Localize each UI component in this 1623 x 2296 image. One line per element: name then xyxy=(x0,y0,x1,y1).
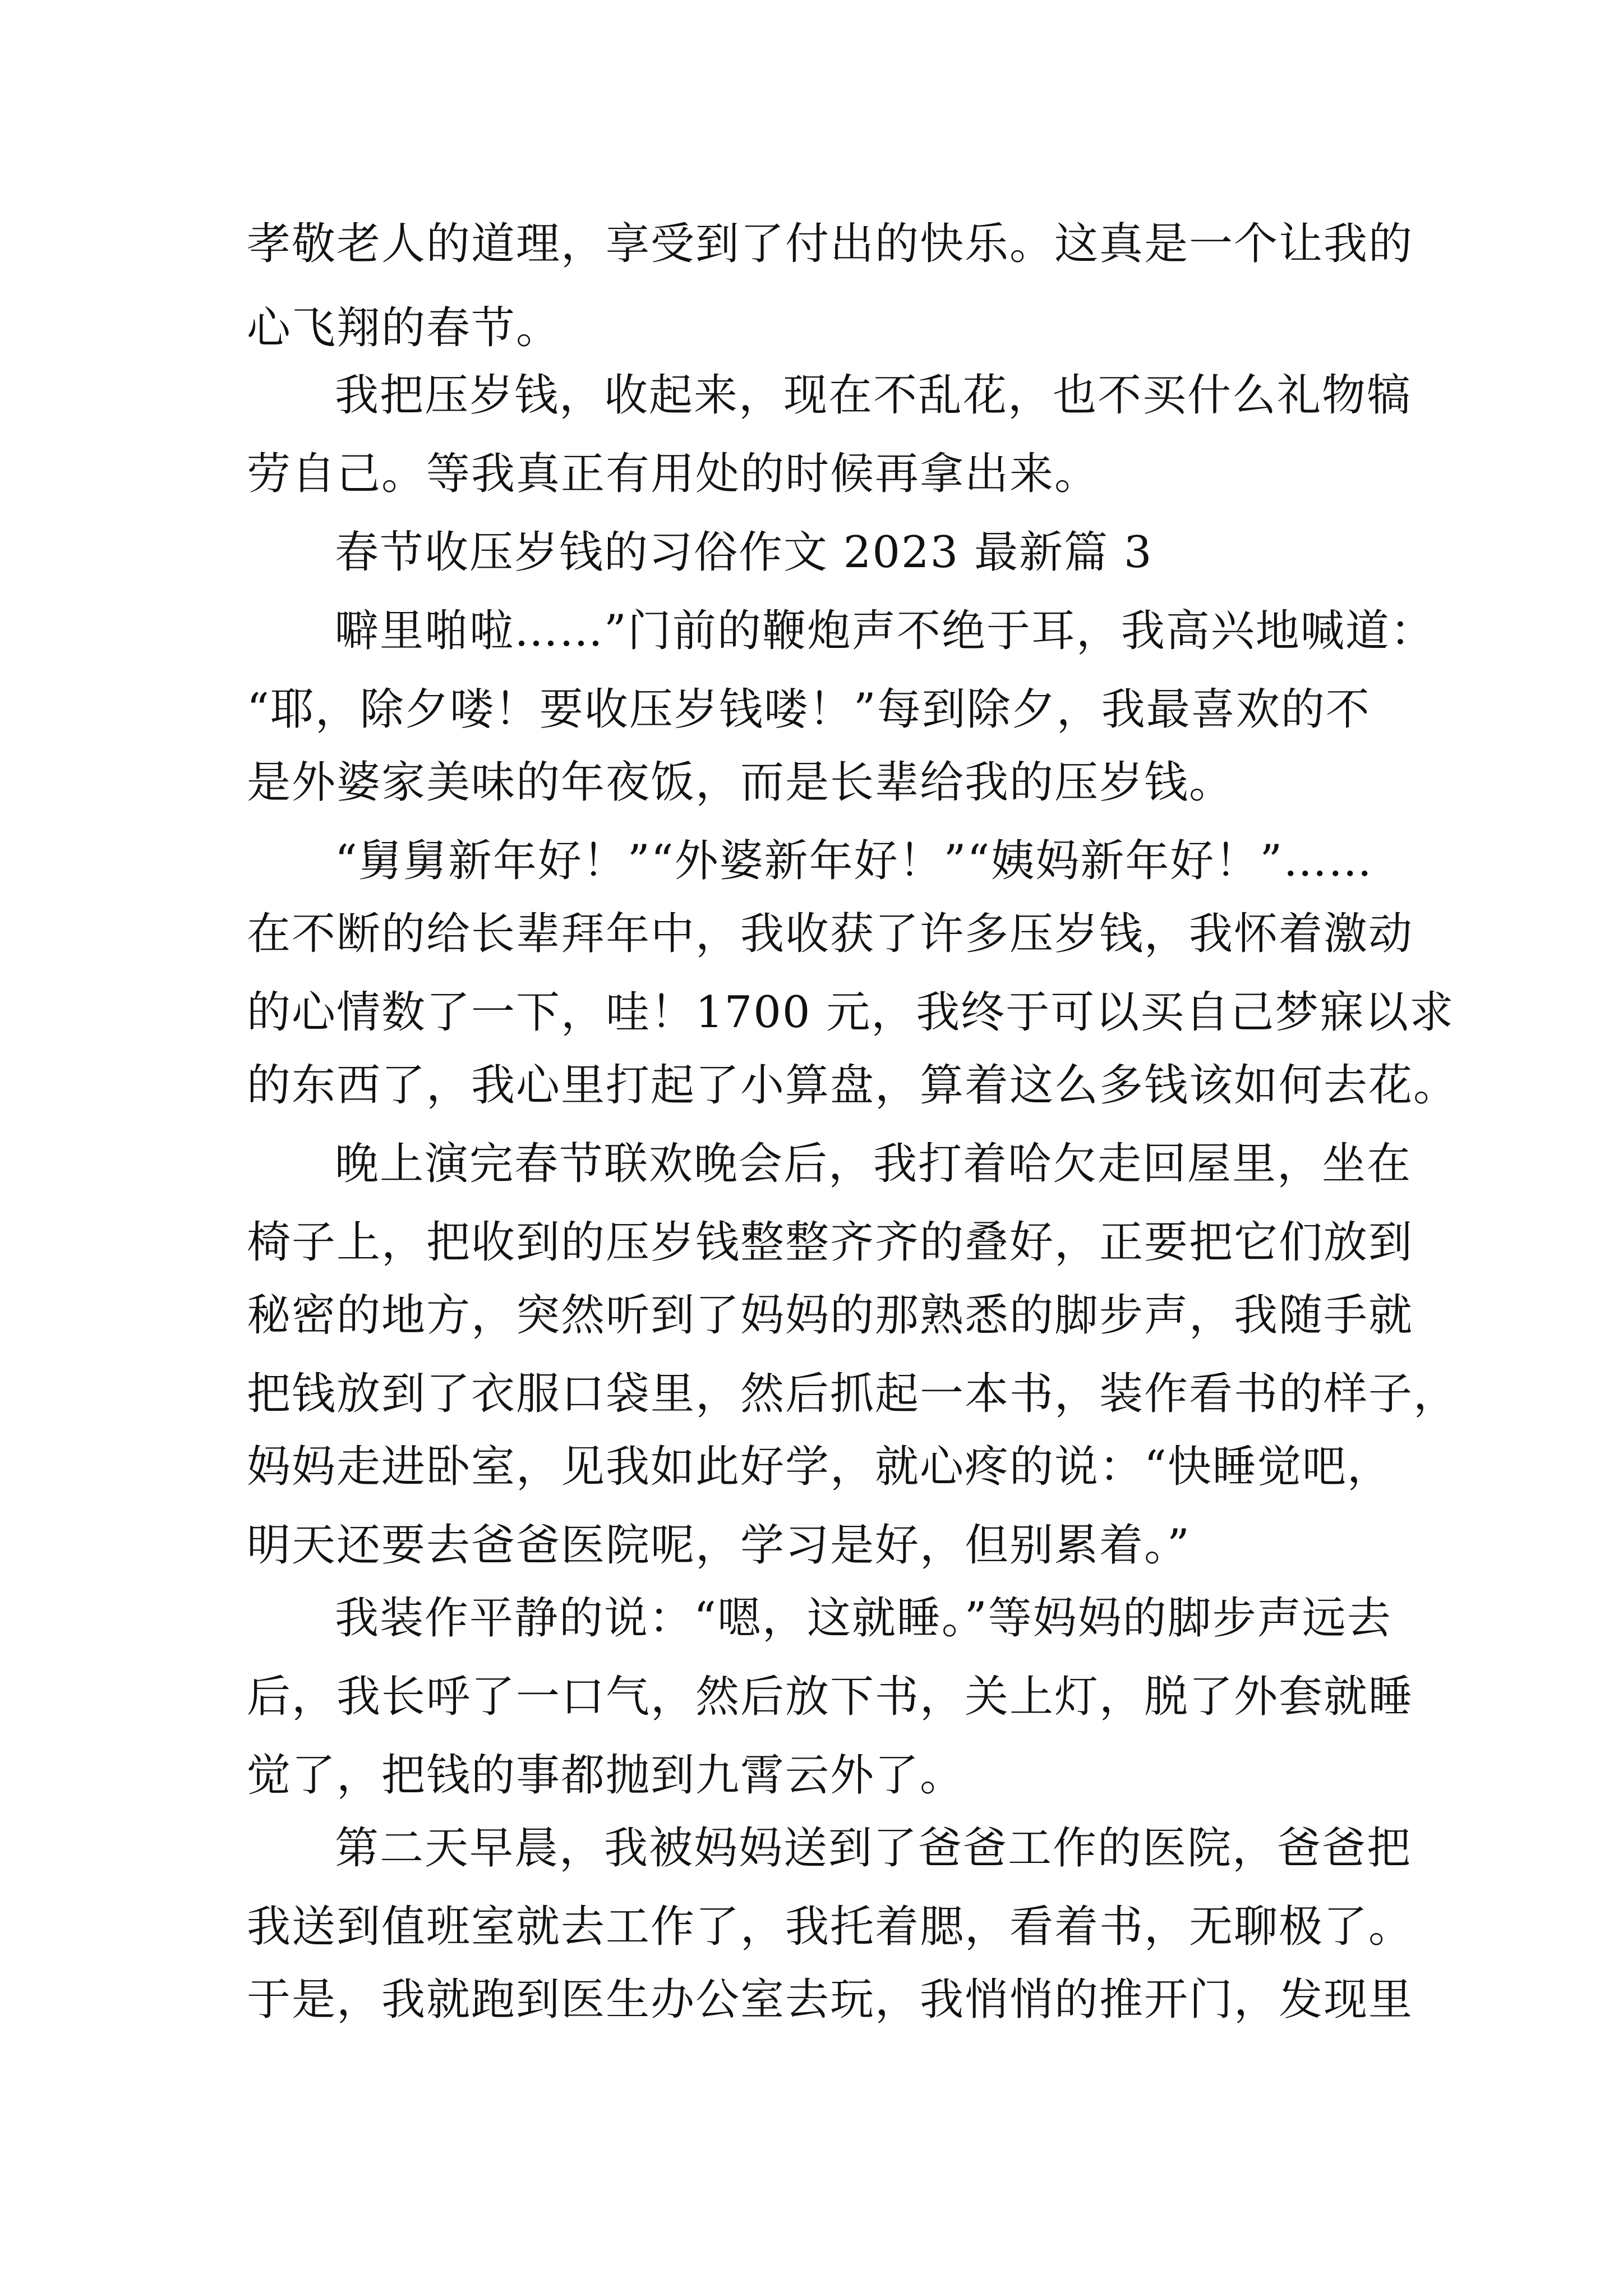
text-line: 于是，我就跑到医生办公室去玩，我悄悄的推开门，发现里 xyxy=(247,1975,1414,2025)
text-line: 我把压岁钱，收起来，现在不乱花，也不买什么礼物犒 xyxy=(335,370,1412,421)
text-line: 把钱放到了衣服口袋里，然后抓起一本书，装作看书的样子， xyxy=(247,1369,1459,1419)
text-line: 的东西了，我心里打起了小算盘，算着这么多钱该如何去花。 xyxy=(247,1060,1459,1111)
text-line: 我装作平静的说：“嗯，这就睡。”等妈妈的脚步声远去 xyxy=(335,1593,1392,1644)
text-line: 劳自己。等我真正有用处的时候再拿出来。 xyxy=(247,449,1100,499)
text-line: 晚上演完春节联欢晚会后，我打着哈欠走回屋里，坐在 xyxy=(335,1139,1412,1189)
text-line: 明天还要去爸爸医院呢，学习是好，但别累着。” xyxy=(247,1520,1191,1571)
text-line: 觉了，把钱的事都抛到九霄云外了。 xyxy=(247,1750,965,1801)
text-line: 后，我长呼了一口气，然后放下书，关上灯，脱了外套就睡 xyxy=(247,1672,1414,1722)
text-line: 椅子上，把收到的压岁钱整整齐齐的叠好，正要把它们放到 xyxy=(247,1217,1414,1268)
text-line: “耶，除夕喽！要收压岁钱喽！”每到除夕，我最喜欢的不 xyxy=(247,684,1371,735)
text-line: “舅舅新年好！”“外婆新年好！”“姨妈新年好！”…… xyxy=(335,836,1373,886)
section-heading: 春节收压岁钱的习俗作文 2023 最新篇 3 xyxy=(335,527,1153,578)
text-line: 我送到值班室就去工作了，我托着腮，看着书，无聊极了。 xyxy=(247,1902,1414,1952)
text-line: 心飞翔的春节。 xyxy=(247,303,561,353)
text-line: 是外婆家美味的年夜饭，而是长辈给我的压岁钱。 xyxy=(247,757,1234,808)
text-line: 的心情数了一下，哇！1700 元，我终于可以买自己梦寐以求 xyxy=(247,987,1455,1038)
text-line: 噼里啪啦……”门前的鞭炮声不绝于耳，我高兴地喊道： xyxy=(335,606,1435,656)
text-line: 妈妈走进卧室，见我如此好学，就心疼的说：“快睡觉吧， xyxy=(247,1442,1392,1492)
text-line: 秘密的地方，突然听到了妈妈的那熟悉的脚步声，我随手就 xyxy=(247,1290,1414,1341)
text-line: 在不断的给长辈拜年中，我收获了许多压岁钱，我怀着激动 xyxy=(247,909,1414,959)
text-line: 第二天早晨，我被妈妈送到了爸爸工作的医院，爸爸把 xyxy=(335,1823,1412,1874)
text-line: 孝敬老人的道理，享受到了付出的快乐。这真是一个让我的 xyxy=(247,219,1414,269)
